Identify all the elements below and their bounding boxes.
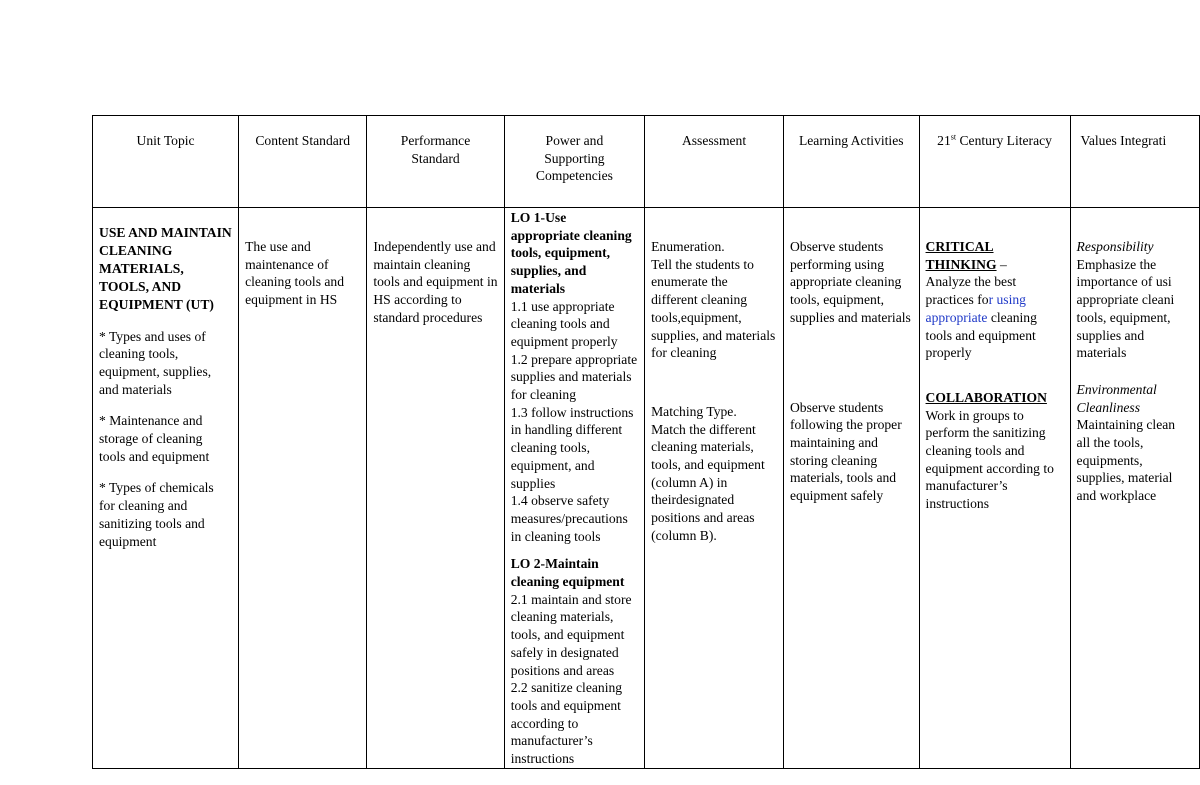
lo1-item: 1.4 observe safety measures/precautions in cleaning tools <box>510 493 628 544</box>
learning-activities-cell <box>783 208 919 769</box>
assessment-matching-title: Matching Type. <box>651 403 737 419</box>
lo1-item: 1.3 follow instructions in handling different cleaning tools, equipment, and supplies <box>510 404 634 491</box>
lo2-item: 2.2 sanitize cleaning tools and equipment according to manufacturer’s instructions <box>510 680 623 767</box>
critical-thinking-dash: – <box>996 256 1007 272</box>
lo1-title: LO 1-Use appropriate cleaning tools, equipment, supplies, and materials <box>510 210 632 296</box>
header-assessment: Assessment <box>645 116 784 208</box>
assessment-enumeration-text: Tell the students to enumerate the different cleaning tools,equipment, supplies, and materials for cleaning <box>651 256 776 361</box>
header-learning-activities: Learning Activities <box>783 116 919 208</box>
critical-thinking-block <box>926 238 1064 362</box>
learning-activity-1: Observe students performing using appropriate cleaning tools, equipment, supplies and materials <box>789 239 911 325</box>
header-performance-standard: Performance Standard <box>367 116 504 208</box>
unit-topic-item: * Maintenance and storage of cleaning tools and equipment <box>99 413 210 464</box>
environmental-cleanliness-block <box>1077 381 1199 505</box>
content-standard-text: The use and maintenance of cleaning tools and equipment in HS <box>245 239 345 308</box>
assessment-enumeration <box>651 238 777 362</box>
assessment-matching-text: Match the different cleaning materials, tools, and equipment (column A) in theirdesignated positions and areas (column B). <box>651 421 765 543</box>
header-values-integration: Values Integrati <box>1070 116 1199 208</box>
unit-topic-cell <box>93 208 239 769</box>
content-standard-cell <box>239 208 367 769</box>
lo1-item: 1.1 use appropriate cleaning tools and equipment properly <box>510 298 618 349</box>
collaboration-block <box>926 389 1064 513</box>
assessment-enumeration-title: Enumeration. <box>651 239 725 254</box>
learning-activity-2: Observe students following the proper maintaining and storing cleaning materials, tools and equipment safely <box>789 399 902 504</box>
header-power-competencies: Power and Supporting Competencies <box>504 116 644 208</box>
unit-topic-item: * Types of chemicals for cleaning and sanitizing tools and equipment <box>99 480 214 549</box>
header-unit-topic: Unit Topic <box>93 116 239 208</box>
header-century-literacy: 21st Century Literacy <box>919 116 1070 208</box>
critical-thinking-text: Analyze the best practices for using appropriate cleaning tools and equipment properly <box>925 274 1037 361</box>
performance-standard-text: Independently use and maintain cleaning tools and equipment in HS according to standard procedures <box>373 239 498 325</box>
unit-topic-item: * Types and uses of cleaning tools, equipment, supplies, and materials <box>99 328 212 397</box>
competencies-cell <box>504 208 644 769</box>
header-row <box>93 116 1200 208</box>
critical-thinking-title: CRITICAL THINKING <box>925 239 997 272</box>
responsibility-title: Responsibility <box>1076 239 1154 254</box>
collaboration-text: Work in groups to perform the sanitizing cleaning tools and equipment according to manufacturer’s instructions <box>925 407 1054 512</box>
critical-thinking-highlight: r using appropriate <box>925 292 1026 325</box>
assessment-cell <box>645 208 784 769</box>
content-row <box>93 208 1200 769</box>
performance-standard-cell <box>367 208 504 769</box>
header-content-standard: Content Standard <box>239 116 367 208</box>
lo1-item: 1.2 prepare appropriate supplies and materials for cleaning <box>510 351 638 403</box>
assessment-matching <box>651 403 777 545</box>
unit-topic-title: USE AND MAINTAIN CLEANING MATERIALS, TOOLS, AND EQUIPMENT (UT) <box>99 225 232 312</box>
lo2-item: 2.1 maintain and store cleaning materials, tools, and equipment safely in designated positions and areas <box>510 591 632 678</box>
curriculum-table <box>92 115 1200 769</box>
environmental-cleanliness-text: Maintaining clean all the tools, equipments, supplies, material and workplace <box>1076 417 1176 504</box>
responsibility-text: Emphasize the importance of usi appropriate cleani tools, equipment, supplies and materials <box>1076 256 1175 361</box>
environmental-cleanliness-title: Environmental Cleanliness <box>1076 381 1157 415</box>
century-literacy-cell <box>919 208 1070 769</box>
collaboration-title: COLLABORATION <box>925 389 1047 405</box>
values-cell <box>1070 208 1199 769</box>
responsibility-block <box>1077 238 1199 362</box>
lo2-title: LO 2-Maintain cleaning equipment <box>510 556 625 590</box>
